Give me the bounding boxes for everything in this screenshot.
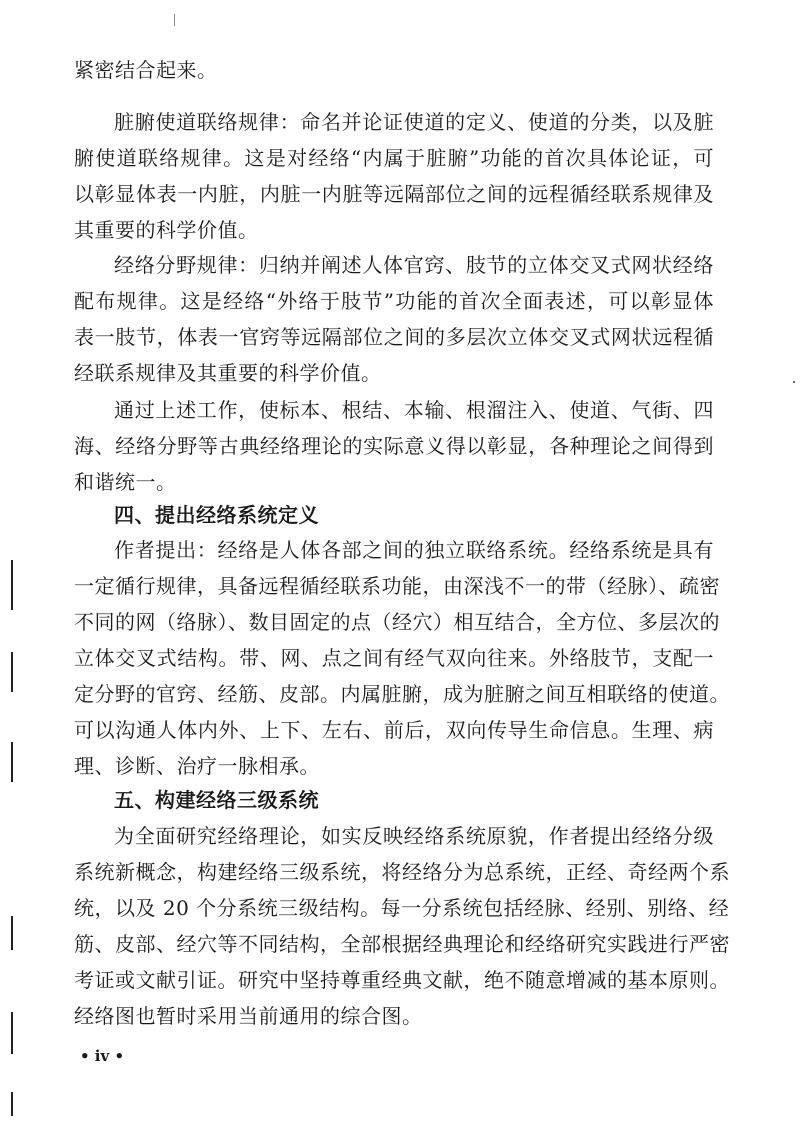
para1-line-3: 以彰显体表一内脏，内脏一内脏等远隔部位之间的远程循经联系规律及: [74, 182, 714, 206]
para5-line-2: 系统新概念，构建经络三级系统，将经络分为总系统，正经、奇经两个系: [74, 860, 730, 884]
section-heading-5: 五、构建经络三级系统: [114, 788, 319, 812]
para2-line-3: 表一肢节，体表一官窍等远隔部位之间的多层次立体交叉式网状远程循: [74, 325, 714, 349]
para5-line-5: 考证或文献引证。研究中坚持尊重经典文献，绝不随意增减的基本原则。: [74, 968, 730, 992]
scan-margin-mark: [11, 916, 13, 950]
para1-line-1: 脏腑使道联络规律：命名并论证使道的定义、使道的分类，以及脏: [114, 110, 714, 134]
scan-margin-mark: [11, 1012, 13, 1054]
para2-line-1: 经络分野规律：归纳并阐述人体官窍、肢节的立体交叉式网状经络: [114, 253, 714, 277]
para4-line-5: 定分野的官窍、经筋、皮部。内属脏腑，成为脏腑之间互相联络的使道。: [74, 682, 730, 706]
para5-line-6: 经络图也暂时采用当前通用的综合图。: [74, 1004, 423, 1028]
scan-margin-mark: [11, 742, 13, 782]
para5-line-1: 为全面研究经络理论，如实反映经络系统原貌，作者提出经络分级: [114, 824, 714, 848]
para1-line-2: 腑使道联络规律。这是对经络“内属于脏腑”功能的首次具体论证，可: [74, 146, 714, 170]
section-heading-4: 四、提出经络系统定义: [114, 503, 319, 527]
para1-line-4: 其重要的科学价值。: [74, 218, 259, 242]
para4-line-7: 理、诊断、治疗一脉相承。: [74, 754, 320, 778]
para3-line-2: 海、经络分野等古典经络理论的实际意义得以彰显，各种理论之间得到: [74, 434, 714, 458]
para4-line-6: 可以沟通人体内外、上下、左右、前后，双向传导生命信息。生理、病: [74, 718, 714, 742]
scan-tick-mark: [174, 14, 175, 26]
para0-line-1: 紧密结合起来。: [74, 58, 218, 82]
para3-line-1: 通过上述工作，使标本、根结、本输、根溜注入、使道、气街、四: [114, 398, 714, 422]
para5-line-4: 筋、皮部、经穴等不同结构，全部根据经典理论和经络研究实践进行严密: [74, 932, 730, 956]
scan-margin-mark: [11, 652, 13, 692]
scan-margin-mark: [11, 1092, 13, 1116]
para2-line-4: 经联系规律及其重要的科学价值。: [74, 361, 382, 385]
para4-line-4: 立体交叉式结构。带、网、点之间有经气双向往来。外络肢节，支配一: [74, 646, 714, 670]
para4-line-3: 不同的网（络脉）、数目固定的点（经穴）相互结合，全方位、多层次的: [74, 610, 720, 634]
para2-line-2: 配布规律。这是经络“外络于肢节”功能的首次全面表述，可以彰显体: [74, 289, 714, 313]
scan-margin-mark: [11, 560, 13, 610]
para5-line-3: 统，以及 20 个分系统三级结构。每一分系统包括经脉、经别、别络、经: [74, 896, 730, 920]
para4-line-2: 一定循行规律，具备远程循经联系功能，由深浅不一的带（经脉）、疏密: [74, 574, 720, 598]
page-number: • iv •: [80, 1047, 125, 1065]
para3-line-3: 和谐统一。: [74, 470, 177, 494]
para4-line-1: 作者提出：经络是人体各部之间的独立联络系统。经络系统是具有: [114, 538, 714, 562]
scan-dust-dot: [793, 381, 795, 383]
